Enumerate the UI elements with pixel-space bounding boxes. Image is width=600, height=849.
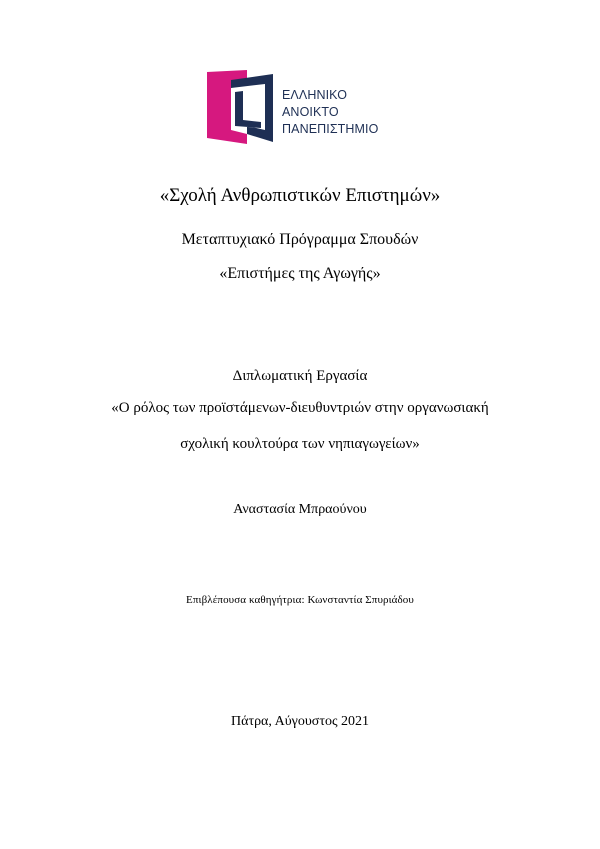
thesis-title-line-2: σχολική κουλτούρα των νηπιαγωγείων» — [180, 436, 420, 452]
logo-line-1: ΕΛΛΗΝΙΚΟ — [282, 88, 348, 102]
author-name: Αναστασία Μπραούνου — [233, 502, 367, 517]
place-date: Πάτρα, Αύγουστος 2021 — [231, 714, 369, 729]
logo-line-3: ΠΑΝΕΠΙΣΤΗΜΙΟ — [282, 122, 379, 136]
program-name: «Επιστήμες της Αγωγής» — [219, 265, 381, 282]
program-label: Μεταπτυχιακό Πρόγραμμα Σπουδών — [181, 231, 419, 248]
thesis-title-line-1: «Ο ρόλος των προϊστάμενων-διευθυντριών στην οργανωσιακή — [111, 400, 489, 416]
logo-wordmark — [282, 87, 378, 138]
logo-line-2: ΑΝΟΙΚΤΟ — [282, 105, 339, 119]
logo-emblem-icon — [207, 70, 279, 144]
thesis-type: Διπλωματική Εργασία — [232, 368, 368, 384]
supervisor-line: Επιβλέπουσα καθηγήτρια: Κωνσταντία Σπυριάδου — [186, 594, 414, 606]
school-name: «Σχολή Ανθρωπιστικών Επιστημών» — [159, 185, 441, 206]
university-logo — [207, 70, 397, 144]
